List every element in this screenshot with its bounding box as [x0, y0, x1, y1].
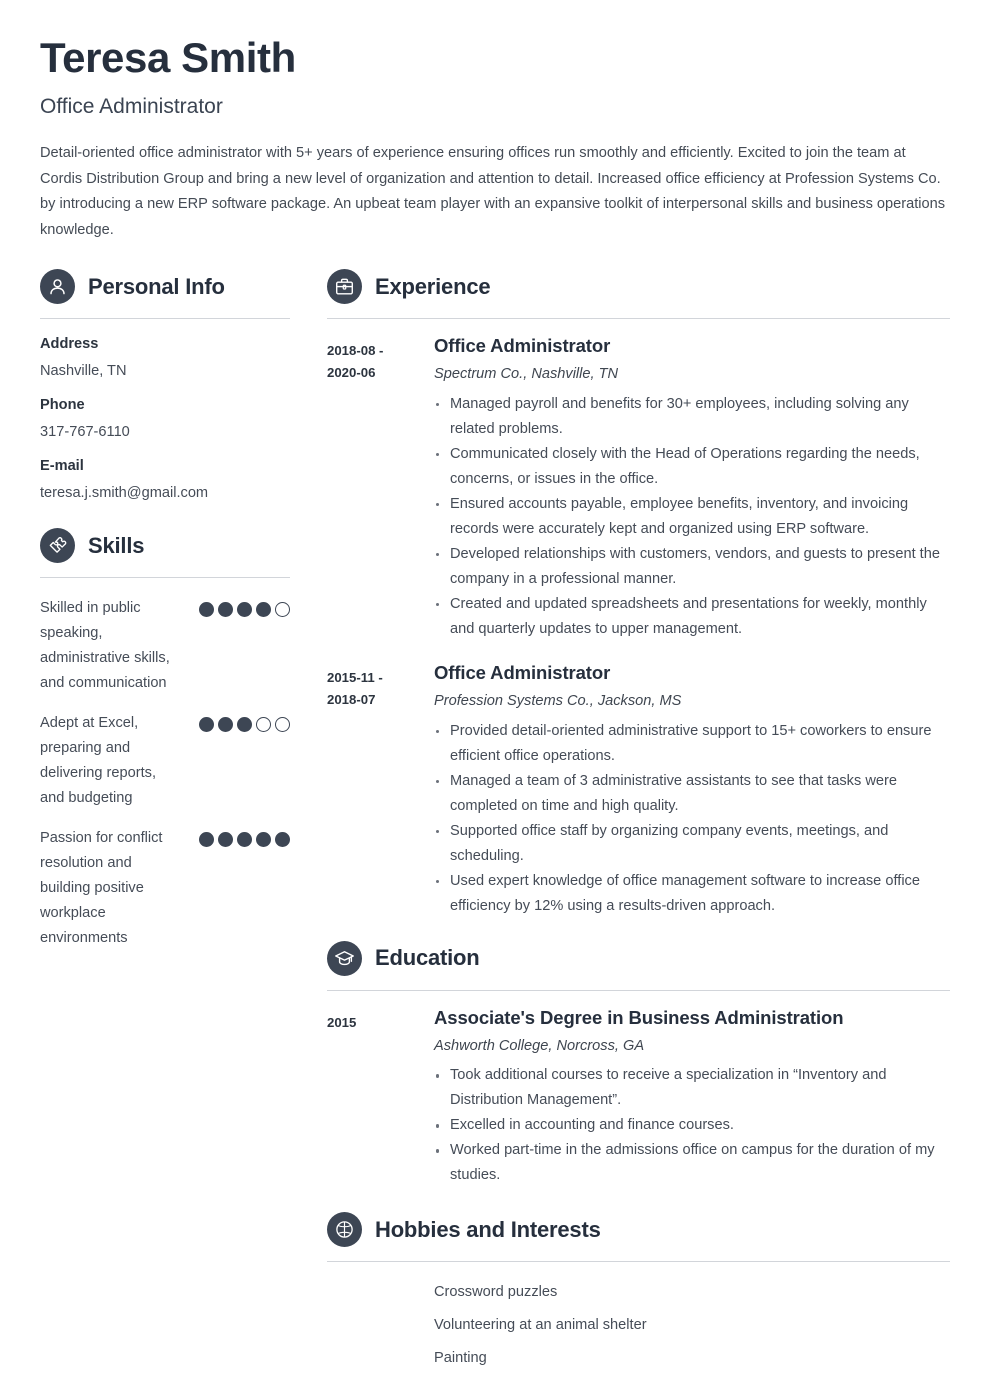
section-hobbies	[327, 1212, 950, 1371]
bullet-item: Excelled in accounting and finance courses.	[434, 1113, 950, 1138]
rating-dot-empty	[275, 717, 290, 732]
rating-dot-filled	[256, 832, 271, 847]
date-from: 2015	[327, 1014, 357, 1030]
entry-bullet-list	[434, 719, 950, 919]
skill-rating	[199, 826, 290, 847]
bullet-item: Communicated closely with the Head of Operations regarding the needs, concerns, or issues in the office.	[434, 442, 950, 492]
rating-dot-empty	[256, 717, 271, 732]
section-divider	[327, 990, 950, 991]
bullet-item: Used expert knowledge of office management software to increase office efficiency by 12% using a results-driven approach.	[434, 869, 950, 919]
section-title-personal-info: Personal Info	[88, 273, 225, 299]
entry-date-range	[327, 1007, 434, 1034]
rating-dot-filled	[199, 602, 214, 617]
entry-body	[434, 662, 950, 919]
rating-dot-filled	[199, 832, 214, 847]
personal-info-field	[40, 458, 290, 502]
address-value: Nashville, TN	[40, 362, 127, 379]
skill-rating	[199, 596, 290, 617]
bullet-item: Took additional courses to receive a specialization in “Inventory and Distribution Management”.	[434, 1063, 950, 1113]
bullet-item: Supported office staff by organizing company events, meetings, and scheduling.	[434, 819, 950, 869]
hobby-item: Painting	[434, 1350, 487, 1367]
bullet-item: Ensured accounts payable, employee benefits, inventory, and invoicing records were accurately kept and organized using ERP software.	[434, 492, 950, 542]
bullet-item: Created and updated spreadsheets and presentations for weekly, monthly and quarterly updates to upper management.	[434, 592, 950, 642]
rating-dot-filled	[237, 832, 252, 847]
section-title-education: Education	[375, 945, 480, 971]
date-to: 2020-06	[327, 365, 376, 381]
entry-institution: Ashworth College, Norcross, GA	[434, 1037, 645, 1054]
entry-bullet-list	[434, 1063, 950, 1188]
graduation-cap-icon	[327, 941, 362, 976]
rating-dot-filled	[199, 717, 214, 732]
resume-body	[40, 269, 950, 1379]
section-header-personal-info	[40, 269, 290, 304]
skills-list	[40, 596, 290, 951]
section-divider	[40, 318, 290, 319]
section-divider	[40, 577, 290, 578]
hobby-item: Crossword puzzles	[434, 1284, 558, 1301]
section-header-education	[327, 941, 950, 976]
personal-info-field	[40, 336, 290, 380]
section-divider	[327, 318, 950, 319]
person-icon	[40, 269, 75, 304]
date-from: 2018-08 -	[327, 343, 384, 359]
skill-rating	[199, 711, 290, 732]
rating-dot-filled	[218, 602, 233, 617]
skill-item	[40, 826, 290, 951]
section-experience	[327, 269, 950, 918]
skill-label: Passion for conflict resolution and building positive workplace environments	[40, 830, 163, 947]
section-personal-info	[40, 269, 290, 502]
entry-body	[434, 335, 950, 642]
entry-role: Office Administrator	[434, 335, 611, 357]
entry-bullet-list	[434, 392, 950, 642]
hobby-item: Volunteering at an animal shelter	[434, 1317, 647, 1334]
section-skills	[40, 528, 290, 951]
personal-info-field	[40, 397, 290, 441]
right-column	[327, 269, 950, 1379]
rating-dot-filled	[218, 832, 233, 847]
page-title: Teresa Smith	[40, 34, 296, 81]
job-title: Office Administrator	[40, 95, 223, 119]
bullet-item: Managed a team of 3 administrative assistants to see that tasks were completed on time and high quality.	[434, 769, 950, 819]
address-label: Address	[40, 336, 99, 353]
rating-dot-filled	[237, 717, 252, 732]
experience-entries	[327, 335, 950, 918]
entry-organization: Profession Systems Co., Jackson, MS	[434, 693, 682, 710]
section-education	[327, 941, 950, 1189]
email-value[interactable]: teresa.j.smith@gmail.com	[40, 484, 209, 501]
puzzle-piece-icon	[40, 528, 75, 563]
entry-date-range	[327, 335, 434, 384]
briefcase-icon	[327, 269, 362, 304]
rating-dot-filled	[256, 602, 271, 617]
professional-summary: Detail-oriented office administrator with 5+ years of experience ensuring offices run smoothly and efficiently. Excited to join the team at Cordis Distribution Group and bring a new level of organization and attention to detail. Increased office efficiency at Profession Systems Co. by introducing a new ERP software package. An upbeat team player with an expansive toolkit of interpersonal skills and business operations knowledge.	[40, 145, 946, 238]
section-divider	[327, 1261, 950, 1262]
phone-label: Phone	[40, 397, 85, 414]
bullet-item: Worked part-time in the admissions office on campus for the duration of my studies.	[434, 1138, 950, 1188]
rating-dot-filled	[237, 602, 252, 617]
date-from: 2015-11 -	[327, 669, 383, 685]
entry-body	[434, 1007, 950, 1189]
resume-header	[40, 34, 950, 243]
section-title-experience: Experience	[375, 273, 491, 299]
section-title-hobbies: Hobbies and Interests	[375, 1216, 601, 1242]
education-entries	[327, 1007, 950, 1189]
rating-dot-filled	[218, 717, 233, 732]
phone-value[interactable]: 317-767-6110	[40, 423, 130, 440]
section-header-skills	[40, 528, 290, 563]
section-title-skills: Skills	[88, 532, 145, 558]
skill-label: Adept at Excel, preparing and delivering reports, and budgeting	[40, 715, 156, 807]
experience-entry	[327, 335, 950, 642]
bullet-item: Managed payroll and benefits for 30+ employees, including solving any related problems.	[434, 392, 950, 442]
entry-organization: Spectrum Co., Nashville, TN	[434, 366, 619, 383]
hobbies-list	[327, 1280, 950, 1371]
section-header-hobbies	[327, 1212, 950, 1247]
date-to: 2018-07	[327, 691, 376, 707]
entry-degree: Associate's Degree in Business Administration	[434, 1006, 844, 1028]
skill-item	[40, 596, 290, 696]
entry-date-range	[327, 662, 434, 711]
rating-dot-empty	[275, 602, 290, 617]
basketball-icon	[327, 1212, 362, 1247]
bullet-item: Developed relationships with customers, vendors, and guests to present the company in a professional manner.	[434, 542, 950, 592]
skill-item	[40, 711, 290, 811]
education-entry	[327, 1007, 950, 1189]
section-header-experience	[327, 269, 950, 304]
experience-entry	[327, 662, 950, 919]
email-label: E-mail	[40, 458, 84, 475]
entry-role: Office Administrator	[434, 661, 611, 683]
left-column	[40, 269, 290, 966]
skill-label: Skilled in public speaking, administrative skills, and communication	[40, 600, 170, 692]
bullet-item: Provided detail-oriented administrative support to 15+ coworkers to ensure efficient office operations.	[434, 719, 950, 769]
rating-dot-filled	[275, 832, 290, 847]
